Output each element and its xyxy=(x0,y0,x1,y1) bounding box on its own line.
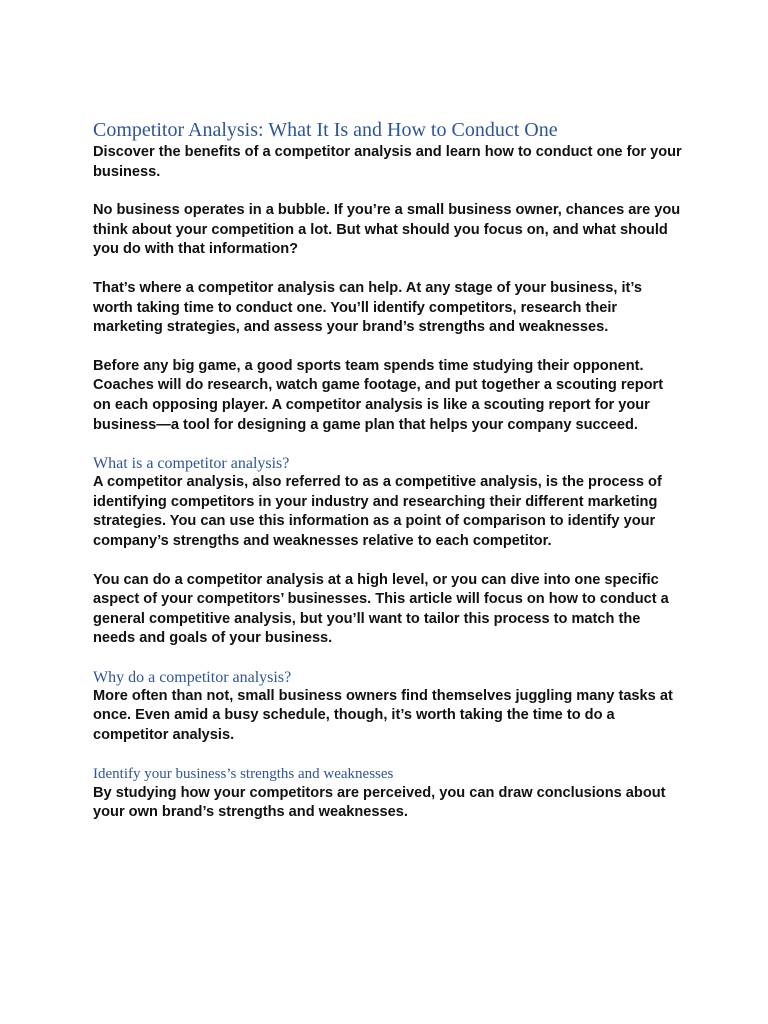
section2-paragraph-1: More often than not, small business owners find themselves juggling many tasks at once. Even amid a busy schedule, though, it’s worth taking the time to do a competitor analysis. xyxy=(93,687,673,744)
section-heading-why: Why do a competitor analysis? xyxy=(93,668,292,686)
intro-paragraph-2: That’s where a competitor analysis can help. At any stage of your business, it’s worth taking time to conduct one. You’ll identify competitors, research their marketing strategies, and assess your brand’s strengths and weaknesses. xyxy=(93,279,643,336)
page-title: Competitor Analysis: What It Is and How to Conduct One xyxy=(93,119,558,141)
section1-paragraph-2: You can do a competitor analysis at a high level, or you can dive into one specific aspect of your competitors’ businesses. This article will focus on how to conduct a general competitive analysis, but you’ll want to tailor this process to match the needs and goals of your business. xyxy=(93,571,669,647)
page-subtitle: Discover the benefits of a competitor analysis and learn how to conduct one for your business. xyxy=(93,144,682,180)
intro-paragraph-3: Before any big game, a good sports team spends time studying their opponent. Coaches will do research, watch game footage, and put together a scouting report on each opposing player. A competitor analysis is like a scouting report for your business—a tool for designing a game plan that helps your company succeed. xyxy=(93,357,664,433)
subsection-heading-strengths: Identify your business’s strengths and weaknesses xyxy=(93,765,394,782)
section1-paragraph-1: A competitor analysis, also referred to as a competitive analysis, is the process of identifying competitors in your industry and researching their different marketing strategies. You can use this information as a point of comparison to identify your company’s strengths and weaknesses relative to each competitor. xyxy=(93,474,662,549)
document-page xyxy=(93,118,683,823)
intro-paragraph-1: No business operates in a bubble. If you’re a small business owner, chances are you think about your competition a lot. But what should you focus on, and what should you do with that information? xyxy=(93,202,681,258)
section-heading-what-is: What is a competitor analysis? xyxy=(93,455,290,473)
section3-paragraph-1: By studying how your competitors are perceived, you can draw conclusions about your own brand’s strengths and weaknesses. xyxy=(93,784,666,821)
